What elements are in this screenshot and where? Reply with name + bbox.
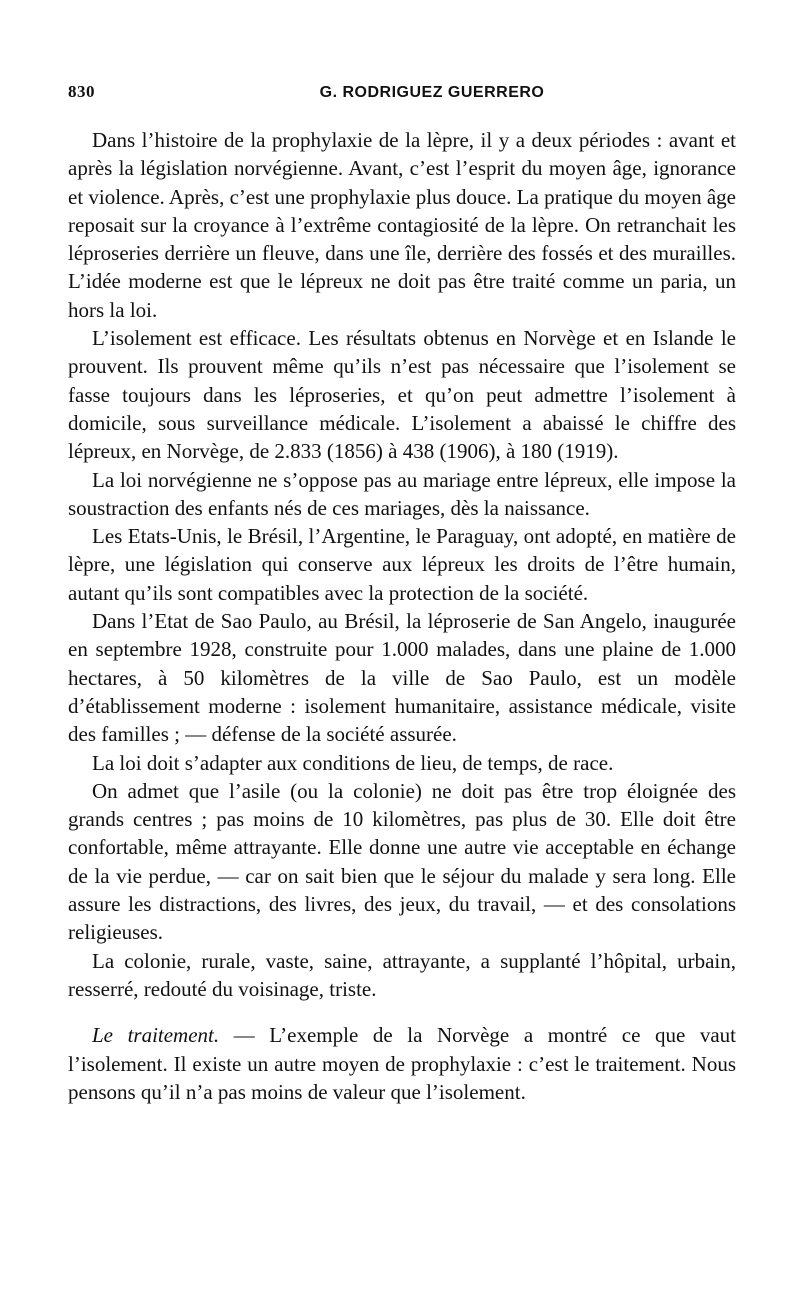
paragraph: L’isolement est efficace. Les résultats obtenus en Norvège et en Islande le prouvent. Ils prouvent même qu’ils n’est pas nécessaire que l’isolement se fasse toujours dans les léproseries, et qu’on peut admettre l’isolement à domicile, sous surveillance médicale. L’isolement a abaissé le chiffre des lépreux, en Norvège, de 2.833 (1856) à 438 (1906), à 180 (1919).	[68, 326, 736, 464]
paragraph: Dans l’Etat de Sao Paulo, au Brésil, la léproserie de San Angelo, inaugurée en septembre 1928, construite pour 1.000 malades, dans une plaine de 1.000 hectares, à 50 kilomètres de la ville de Sao Paulo, est un modèle d’établissement moderne : isolement humanitaire, assistance médicale, visite des familles ; — défense de la société assurée.	[68, 609, 736, 747]
running-head: G. RODRIGUEZ GUERRERO	[319, 84, 545, 101]
paragraph: La colonie, rurale, vaste, saine, attrayante, a supplanté l’hôpital, urbain, resserré, redouté du voisinage, triste.	[68, 948, 736, 1001]
paragraph: On admet que l’asile (ou la colonie) ne doit pas être trop éloignée des grands centres ; pas moins de 10 kilomètres, pas plus de 30. Elle doit être confortable, même attrayante. Elle donne une autre vie acceptable en échange de la vie perdue, — car on sait bien que le séjour du malade y sera long. Elle assure les distractions, des livres, des jeux, du travail, — et des consolations religieuses.	[68, 778, 736, 945]
paragraph: Les Etats-Unis, le Brésil, l’Argentine, le Paraguay, ont adopté, en matière de lèpre, une législation qui conserve aux lépreux les droits de l’être humain, autant qu’ils sont compatibles avec la protection de la société.	[68, 524, 736, 605]
section-lead: Le traitement.	[92, 1023, 220, 1048]
document-page	[68, 78, 736, 1106]
paragraph: La loi doit s’adapter aux conditions de lieu, de temps, de race.	[92, 750, 614, 775]
page-header	[68, 78, 736, 112]
paragraph: Dans l’histoire de la prophylaxie de la lèpre, il y a deux périodes : avant et après la législation norvégienne. Avant, c’est l’esprit du moyen âge, ignorance et violence. Après, c’est une prophylaxie plus douce. La pratique du moyen âge reposait sur la croyance à l’extrême contagiosité de la lèpre. On retranchait les léproseries derrière un fleuve, dans une île, derrière des fossés et des murailles. L’idée moderne est que le lépreux ne doit pas être traité comme un paria, un hors la loi.	[68, 128, 736, 322]
paragraph: La loi norvégienne ne s’oppose pas au mariage entre lépreux, elle impose la soustraction des enfants nés de ces mariages, dès la naissance.	[68, 467, 736, 520]
body-text	[68, 126, 736, 1106]
section-text: — L’exemple de la Norvège a montré ce que vaut l’isolement. Il existe un autre moyen de prophylaxie : c’est le traitement. Nous pensons qu’il n’a pas moins de valeur que l’isolement.	[68, 1023, 736, 1104]
paragraph-treatment	[68, 1021, 736, 1106]
page-number: 830	[68, 82, 95, 101]
